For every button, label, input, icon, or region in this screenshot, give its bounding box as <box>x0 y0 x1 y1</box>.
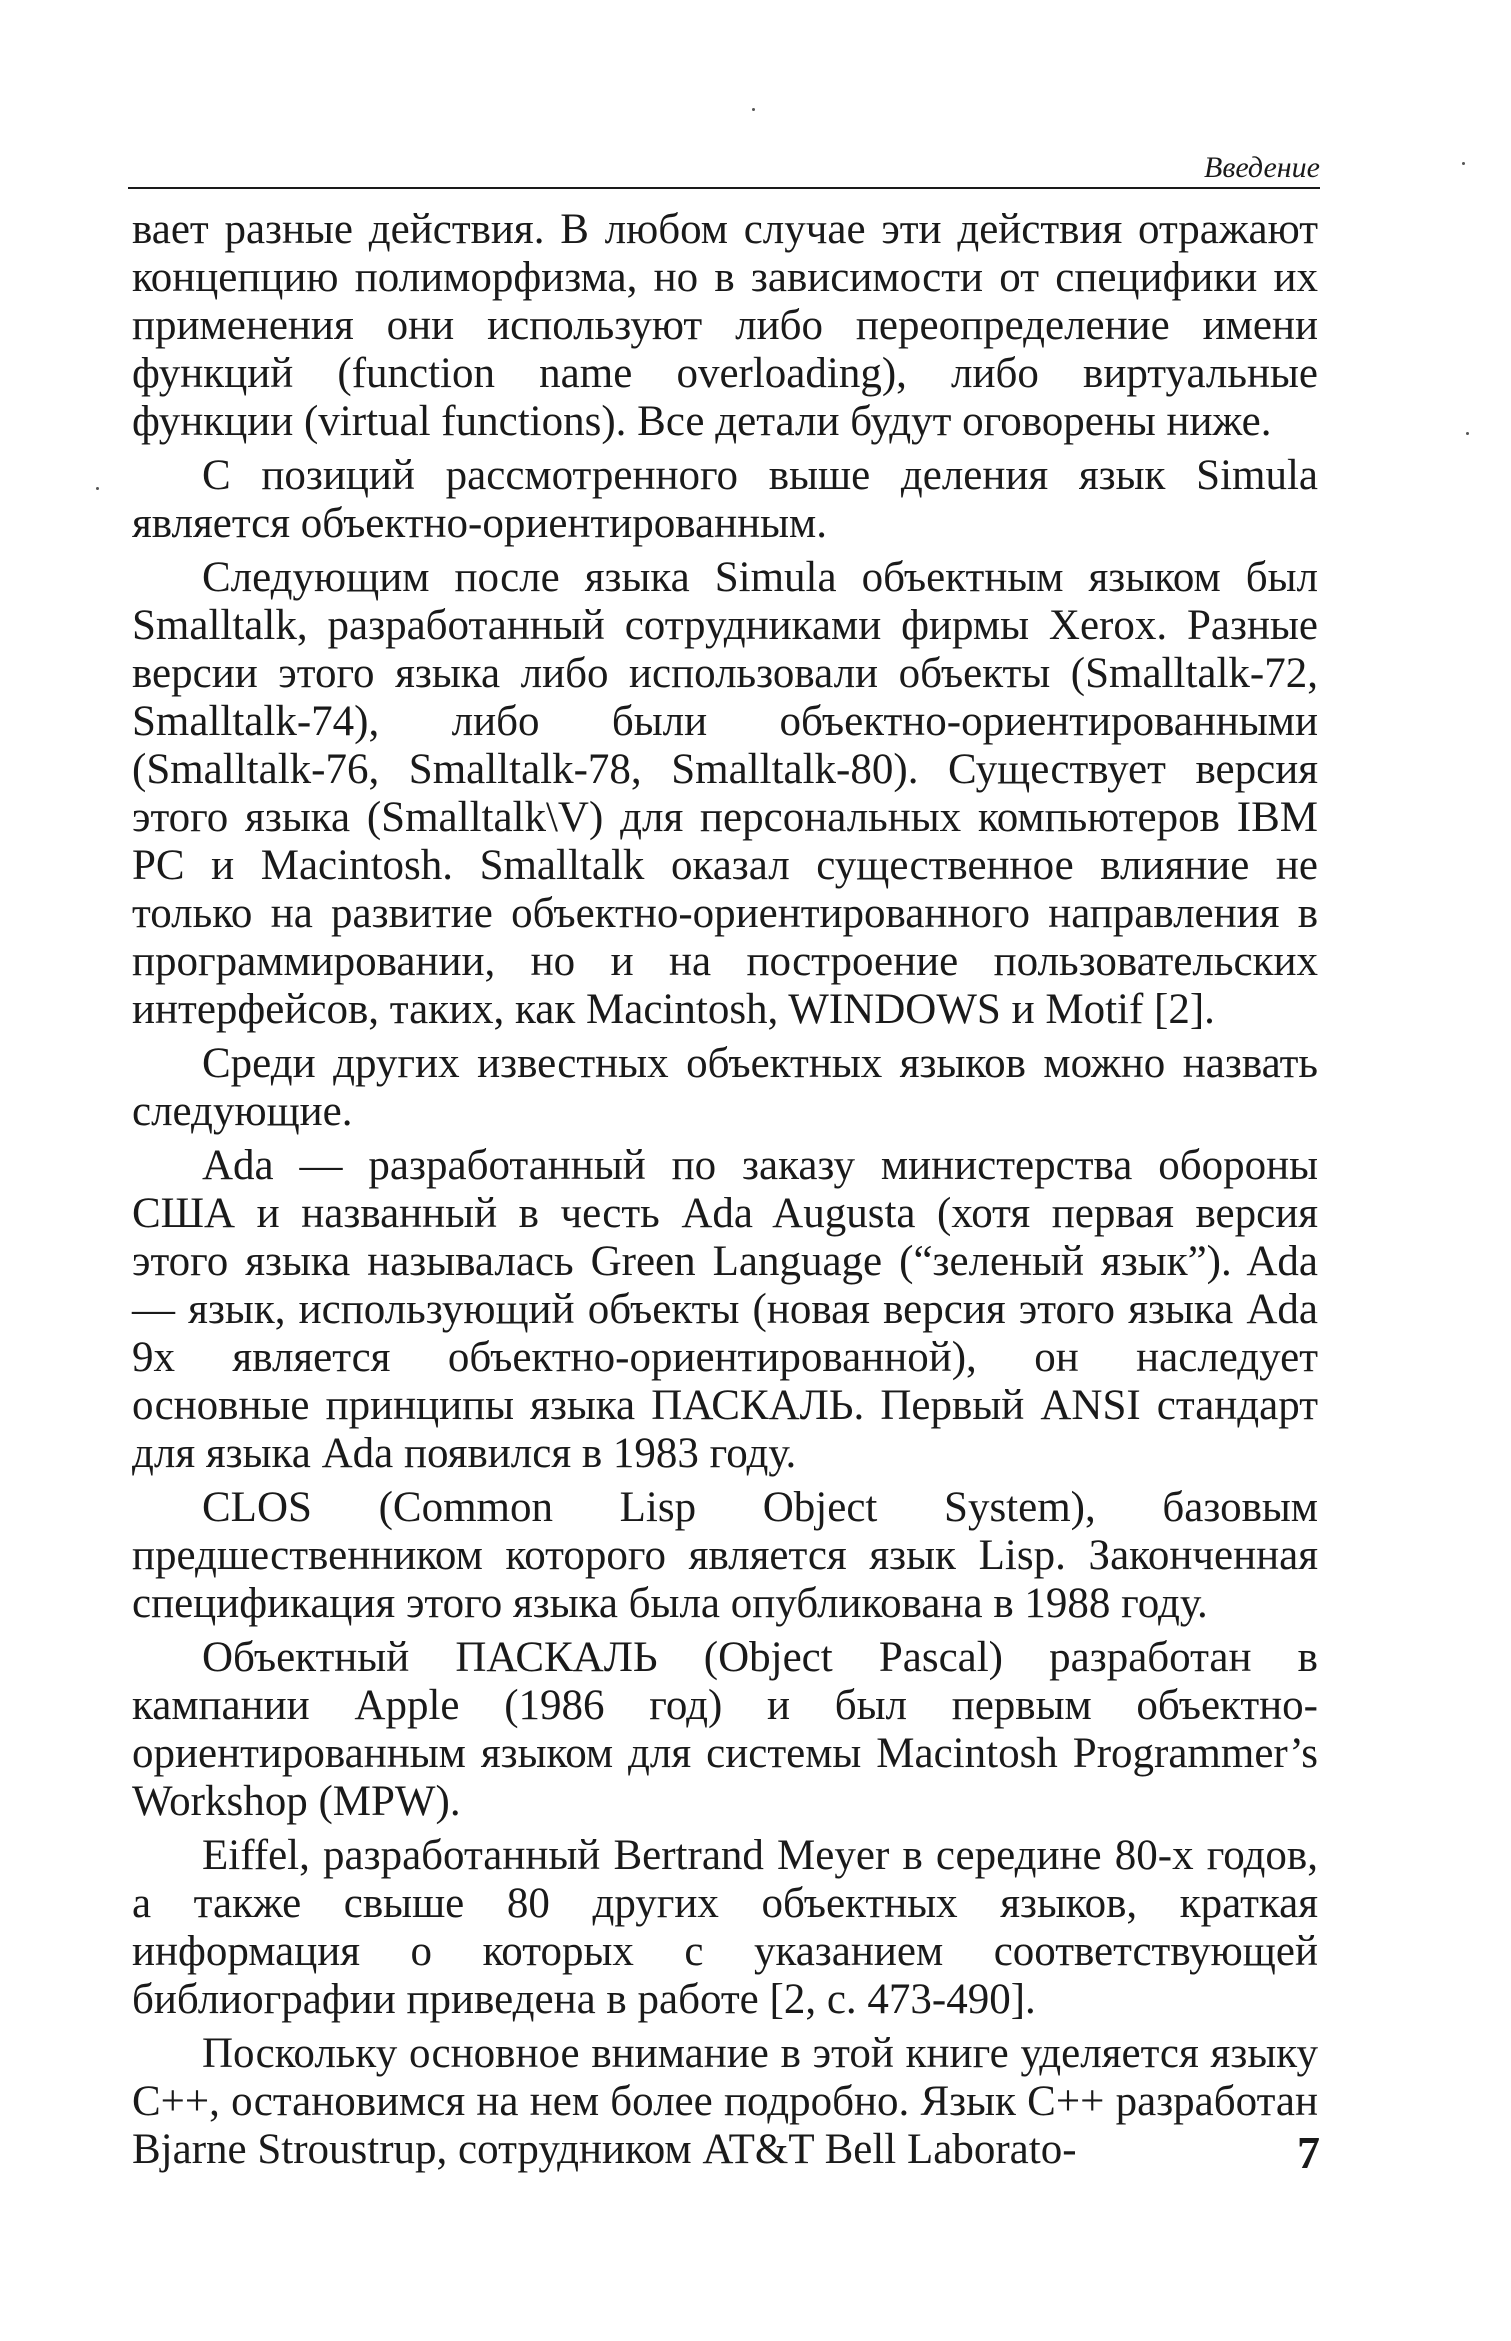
paragraph: Ada — разработанный по заказу министерства обороны США и названный в честь Ada Augusta (хотя первая версия этого языка называлась Green Language (“зеленый язык”). Ada — язык, использующий объекты (новая версия этого языка Ada 9x является объектно-ориентированной), он наследует основные принципы языка ПАСКАЛЬ. Первый ANSI стандарт для языка Ada появился в 1983 году. <box>132 1142 1318 1477</box>
scan-speck <box>752 108 755 111</box>
running-head: Введение <box>1204 151 1320 184</box>
paragraph: Следующим после языка Simula объектным языком был Smalltalk, разработанный сотрудниками фирмы Xerox. Разные версии этого языка либо использовали объекты (Smalltalk-72, Smalltalk-74), либо были объектно-ориентированными (Smalltalk-76, Smalltalk-78, Smalltalk-80). Существует версия этого языка (Smalltalk\V) для персональных компьютеров IBM PC и Macintosh. Smalltalk оказал существенное влияние не только на развитие объектно-ориентированного направления в программировании, но и на построение пользовательских интерфейсов, таких, как Macintosh, WINDOWS и Motif [2]. <box>132 554 1318 1033</box>
paragraph: Eiffel, разработанный Bertrand Meyer в середине 80-х годов, а также свыше 80 других объектных языков, краткая информация о которых с указанием соответствующей библиографии приведена в работе [2, с. 473-490]. <box>132 1832 1318 2023</box>
paragraph: вает разные действия. В любом случае эти действия отражают концепцию полиморфизма, но в зависимости от специфики их применения они используют либо переопределение имени функций (function name overloading), либо виртуальные функции (virtual functions). Все детали будут оговорены ниже. <box>132 206 1318 445</box>
paragraph: Объектный ПАСКАЛЬ (Object Pascal) разработан в кампании Apple (1986 год) и был первым объектно-ориентированным языком для системы Macintosh Programmer’s Workshop (MPW). <box>132 1634 1318 1825</box>
paragraph: CLOS (Common Lisp Object System), базовым предшественником которого является язык Lisp. Законченная спецификация этого языка была опубликована в 1988 году. <box>132 1484 1318 1627</box>
paragraph: С позиций рассмотренного выше деления язык Simula является объектно-ориентированным. <box>132 452 1318 547</box>
scan-speck <box>1462 162 1465 165</box>
paragraph: Поскольку основное внимание в этой книге уделяется языку C++, остановимся на нем более подробно. Язык C++ разработан Bjarne Stroustrup, сотрудником AT&T Bell Laborato- <box>132 2030 1318 2173</box>
scan-speck <box>96 487 99 490</box>
header-rule <box>128 187 1320 189</box>
paragraph: Среди других известных объектных языков можно назвать следующие. <box>132 1040 1318 1135</box>
scan-speck <box>1466 432 1469 435</box>
page-number: 7 <box>1297 2127 1320 2178</box>
body-text <box>132 206 1318 2180</box>
